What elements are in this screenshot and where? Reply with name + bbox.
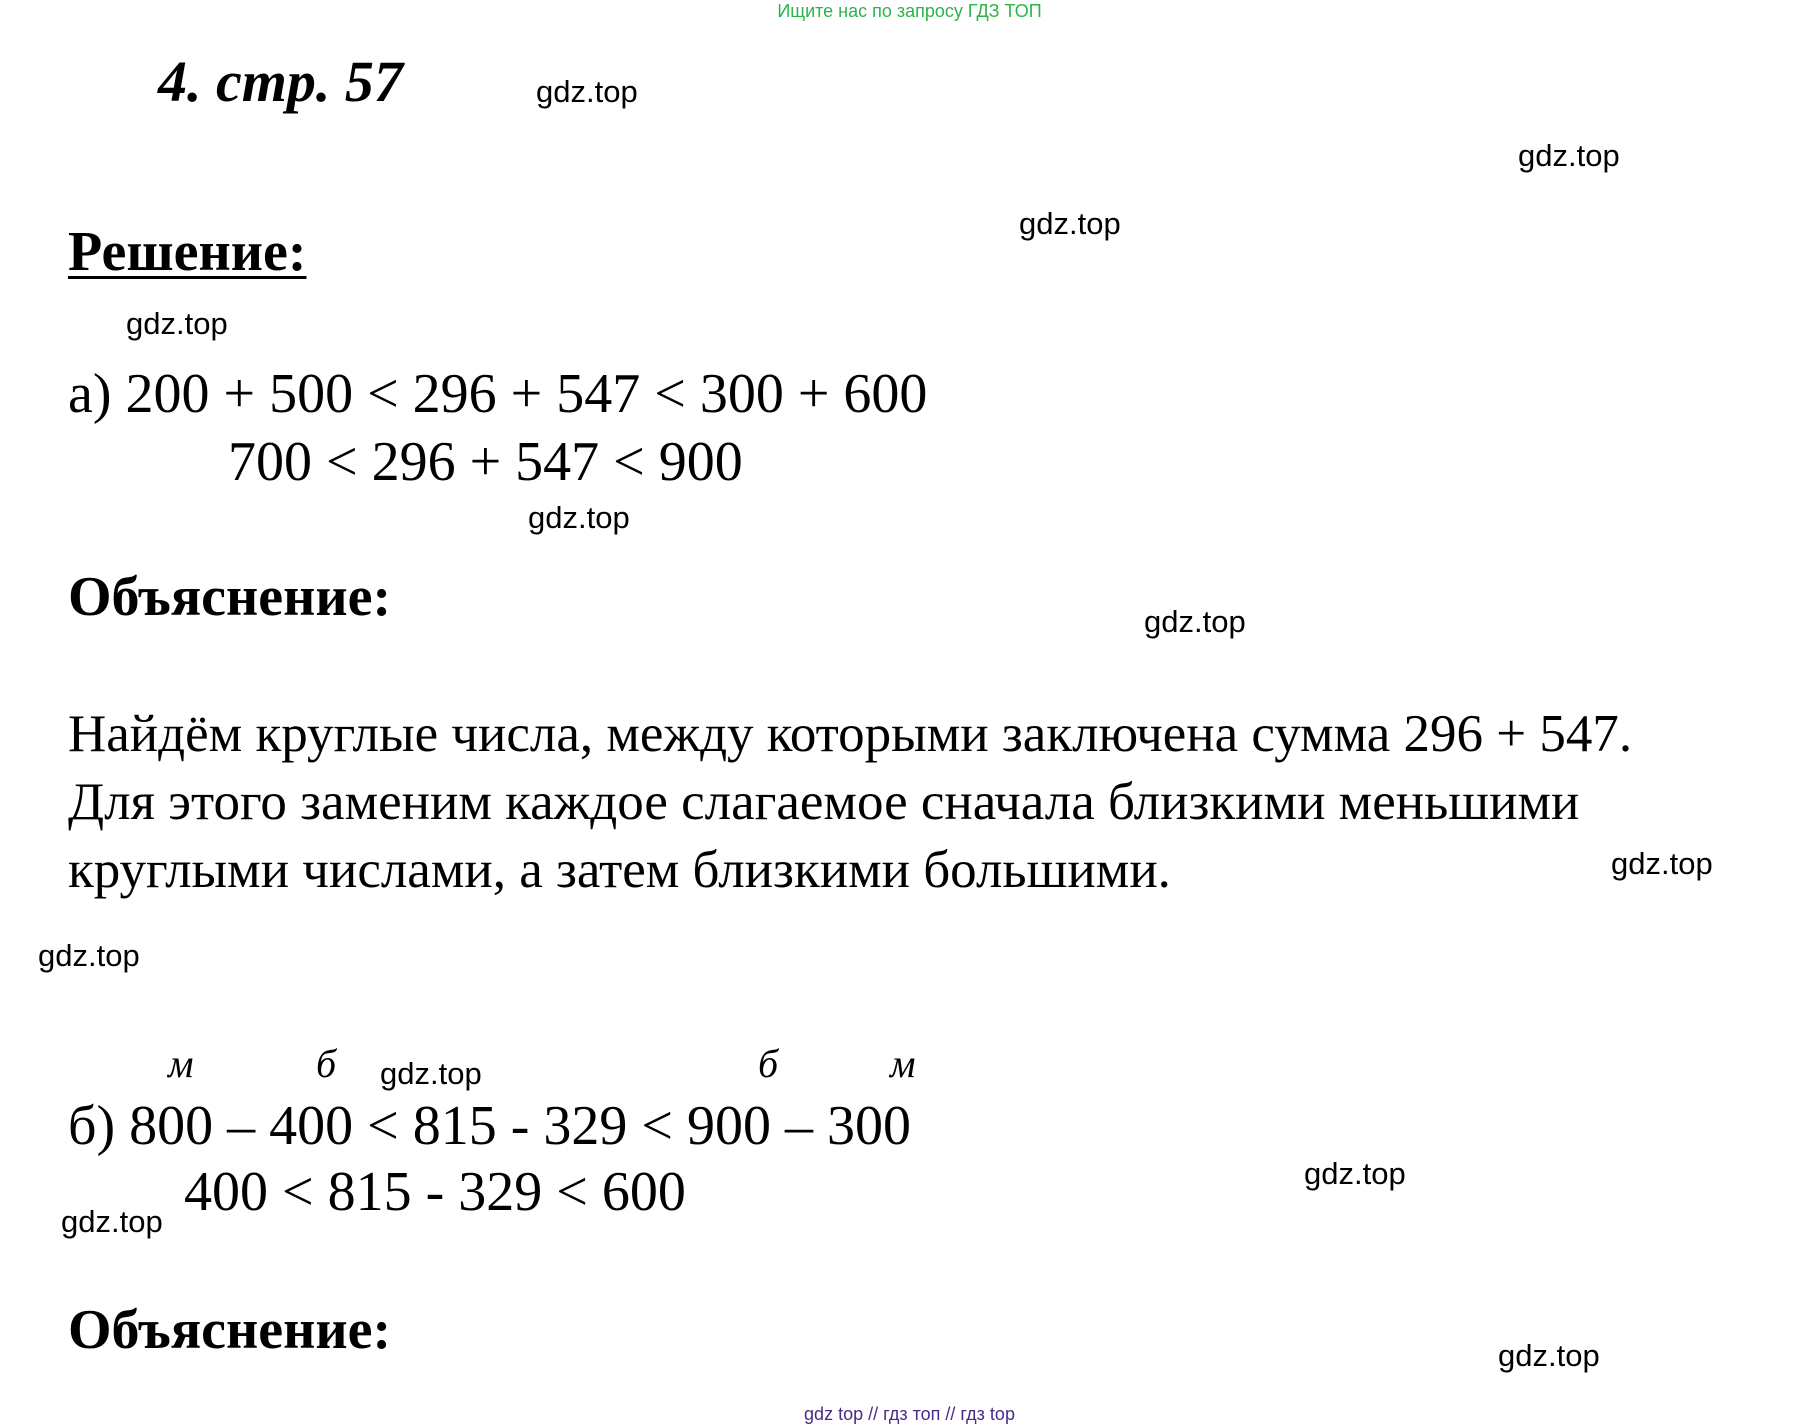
- explanation-heading: Объяснение:: [68, 1299, 392, 1361]
- explanation-paragraph: [68, 700, 1632, 904]
- watermark: gdz.top: [1304, 1156, 1406, 1191]
- part-a-line-1: а) 200 + 500 < 296 + 547 < 300 + 600: [68, 363, 928, 425]
- watermark: gdz.top: [536, 74, 638, 109]
- part-b-line-1: б) 800 – 400 < 815 - 329 < 900 – 300: [68, 1095, 911, 1157]
- explanation-heading: Объяснение:: [68, 566, 392, 628]
- watermark: gdz.top: [1144, 604, 1246, 639]
- watermark: gdz.top: [126, 306, 228, 341]
- part-b-line-2: 400 < 815 - 329 < 600: [184, 1161, 686, 1223]
- watermark: gdz.top: [1019, 206, 1121, 241]
- mark-lower-1: м: [168, 1041, 194, 1086]
- explanation-line: Найдём круглые числа, между которыми заключена сумма 296 + 547.: [68, 705, 1633, 763]
- watermark: gdz.top: [528, 500, 630, 535]
- mark-lower-2: м: [890, 1041, 916, 1086]
- watermark: gdz.top: [38, 938, 140, 973]
- explanation-line: круглыми числами, а затем близкими большими.: [68, 841, 1171, 899]
- explanation-line: Для этого заменим каждое слагаемое сначала близкими меньшими: [68, 773, 1580, 831]
- watermark: gdz.top: [380, 1056, 482, 1091]
- top-banner[interactable]: Ищите нас по запросу ГДЗ ТОП: [777, 1, 1042, 21]
- task-title: 4. стр. 57: [158, 49, 403, 114]
- part-a-line-2: 700 < 296 + 547 < 900: [228, 431, 743, 493]
- footer-links[interactable]: gdz top // гдз топ // гдз top: [804, 1404, 1015, 1424]
- watermark: gdz.top: [1518, 138, 1620, 173]
- mark-upper-2: б: [758, 1041, 779, 1086]
- solution-heading: Решение:: [68, 221, 307, 283]
- watermark: gdz.top: [61, 1204, 163, 1239]
- mark-upper-1: б: [316, 1041, 337, 1086]
- watermark: gdz.top: [1611, 846, 1713, 881]
- watermark: gdz.top: [1498, 1338, 1600, 1373]
